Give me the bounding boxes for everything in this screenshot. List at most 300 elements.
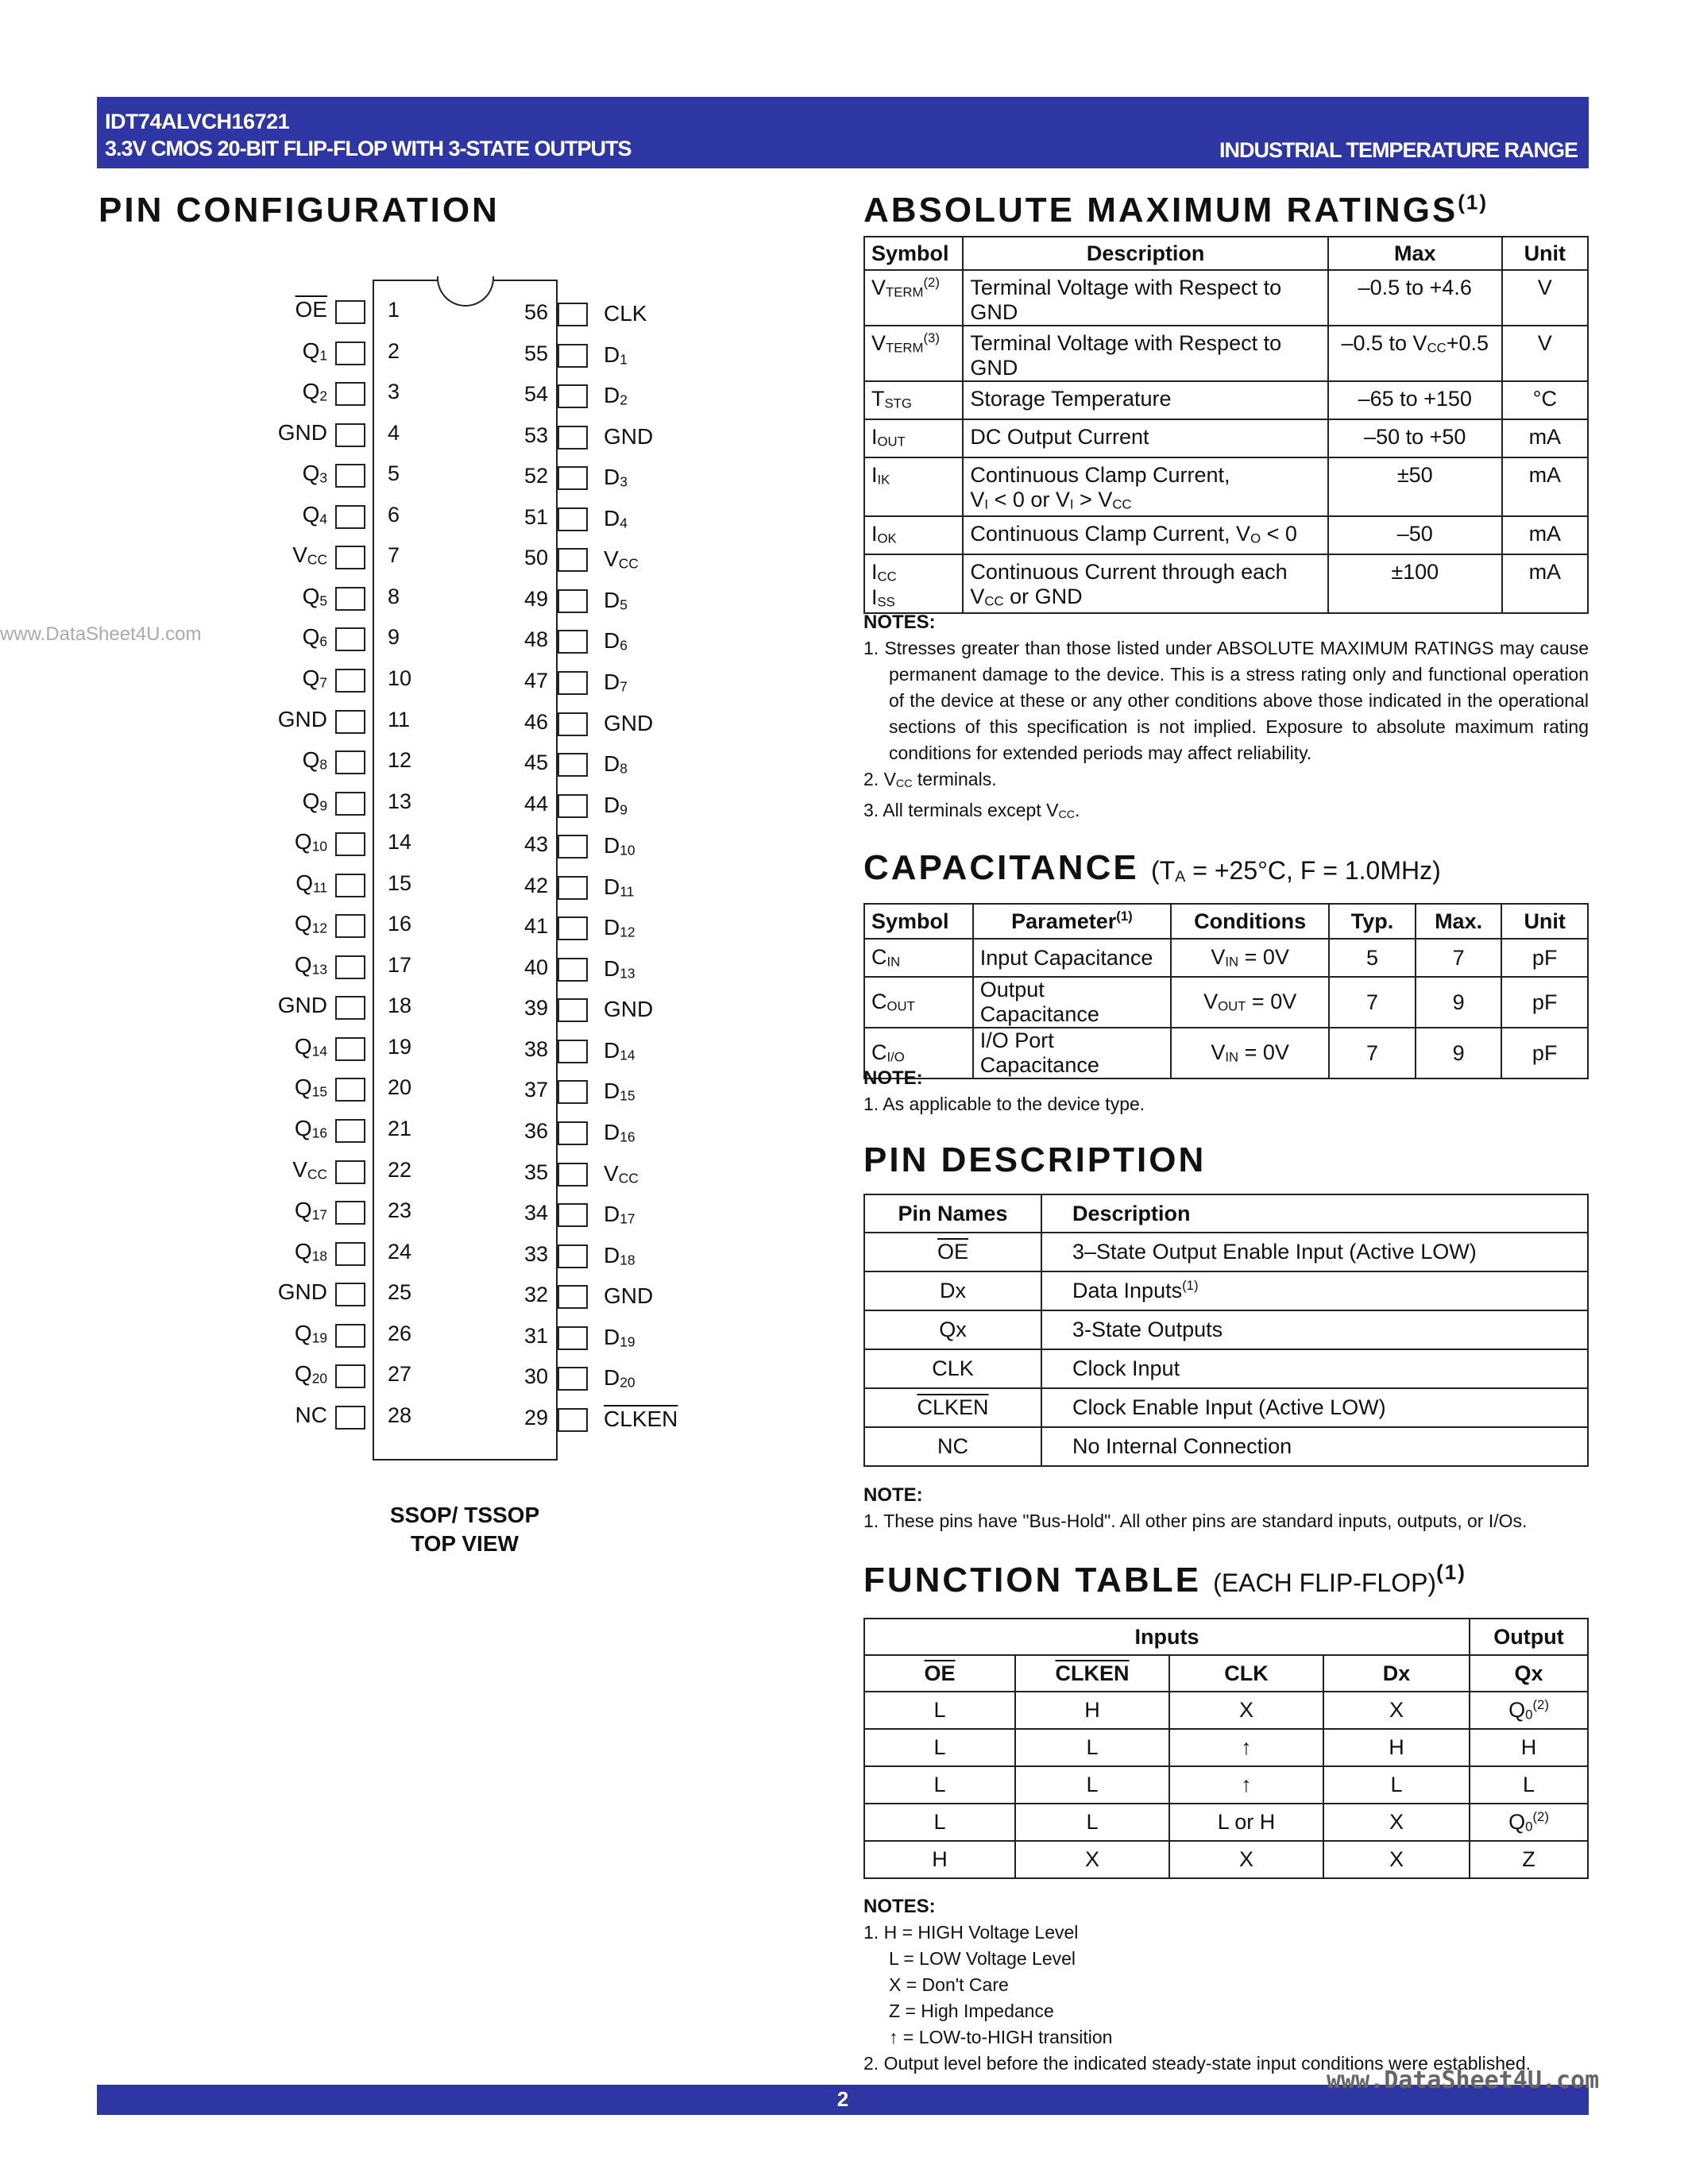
pin-name-3 [303,379,327,405]
note-1: 1. H = HIGH Voltage Level [863,1922,1079,1943]
table-cell: L [864,1729,1015,1766]
description-cell: Continuous Clamp Current, VO < 0 [963,516,1328,554]
col-clken [1015,1655,1169,1692]
pin-name-56 [604,301,647,326]
pin-number-51: 51 [523,504,548,529]
pin-name-cell [864,1427,1041,1466]
pin-name-42-text: D [604,874,620,899]
pin-box-40 [558,958,588,982]
pin-number-34: 34 [523,1201,548,1225]
pin-name-30-sub: 20 [620,1374,635,1391]
pin-box-22 [335,1160,365,1184]
pin-config-title: PIN CONFIGURATION [98,191,500,230]
symbol-sub: SS [877,594,895,609]
note-1 [863,635,1589,766]
pin-number-45: 45 [523,751,548,775]
temperature-range: INDUSTRIAL TEMPERATURE RANGE [1219,138,1578,162]
pin-name-28 [295,1403,327,1428]
pin-number-27: 27 [388,1362,412,1387]
pin-number-31: 31 [523,1323,548,1348]
table-row [864,939,1588,977]
symbol-cell: ICC ISS [864,554,963,613]
pin-number-41: 41 [523,914,548,939]
table-row [864,1692,1588,1729]
pin-number-30: 30 [523,1364,548,1389]
pin-box-27 [335,1364,365,1388]
symbol-sub: IK [877,472,890,488]
pin-description-cell [1041,1388,1588,1427]
cell-sub: 0 [1525,1707,1533,1723]
symbol-cell: COUT [864,977,973,1028]
unit-cell: mA [1502,419,1588,457]
subscript: I [1069,496,1074,512]
package-type: SSOP/ TSSOP [389,1503,540,1527]
unit-cell: V [1502,326,1588,381]
capacitance-title-text: CAPACITANCE [863,848,1139,887]
pin-name-9-sub: 6 [319,633,327,650]
header-text: CLKEN [1055,1661,1130,1685]
description-cell: Continuous Clamp Current, VI < 0 or VI > VCC [963,457,1328,516]
pin-name-45-text: D [604,751,620,777]
pin-name-7 [292,542,327,569]
max-cell: ±50 [1328,457,1502,516]
pin-name-25 [278,1279,327,1305]
pin-box-16 [335,914,365,938]
pin-description-cell [1041,1349,1588,1388]
pin-box-26 [335,1324,365,1348]
pin-number-17: 17 [388,952,412,977]
table-cell: H [1015,1692,1169,1729]
pin-name-36-text: D [604,1120,620,1144]
pin-number-55: 55 [523,341,548,365]
pin-box-12 [335,751,365,774]
pin-name-cell [864,1310,1041,1349]
pin-number-56: 56 [523,300,548,324]
function-table-subtitle: (EACH FLIP-FLOP) [1213,1569,1437,1597]
pin-box-20 [335,1078,365,1102]
description-cell: Terminal Voltage with Respect to GND [963,326,1328,381]
pin-name-21-sub: 16 [311,1125,327,1141]
pin-name-39 [604,997,653,1022]
symbol-cell: CI/O [864,1028,973,1078]
col-max: Max [1328,237,1502,270]
header-text: CLK [1224,1661,1269,1685]
pin-box-54 [558,384,588,408]
pin-name-42-sub: 11 [620,883,635,900]
pin-name-6 [303,502,327,528]
pin-name-17-sub: 13 [311,961,327,978]
pin-name-22 [292,1157,327,1183]
description-cell: Continuous Current through each VCC or GND [963,554,1328,613]
header-text: Dx [1382,1661,1411,1685]
note-2: 2. Output level before the indicated steady-state input conditions were established. [863,2053,1532,2074]
typ-cell: 7 [1329,1028,1416,1078]
pin-name-19 [295,1034,327,1060]
pin-box-21 [335,1119,365,1143]
pin-name-11-text: GND [277,706,327,731]
pin-box-31 [558,1326,588,1350]
col-unit: Unit [1501,904,1588,939]
symbol-cell: VTERM$^{(3)}$ [864,326,963,381]
note-1-text: 1. Stresses greater than those listed under ABSOLUTE MAXIMUM RATINGS may cause permanent damage to the device. This is a stress rating only and functional operation of the device at these or any other conditions above those indicated in the operational sections of this specification is not implied. Exposure to absolute maximum rating conditions for extended periods may affect reliability. [863,638,1589,763]
package-view: TOP VIEW [411,1531,519,1556]
col-conditions: Conditions [1171,904,1329,939]
pin-box-48 [558,630,588,654]
col-max: Max. [1416,904,1502,939]
cell-note: (2) [1532,1808,1549,1824]
table-cell: L [864,1804,1015,1841]
pin-name-5-sub: 3 [319,469,327,486]
max-cell: –50 [1328,516,1502,554]
pin-number-36: 36 [523,1119,548,1143]
pin-name-53-text: GND [604,423,654,449]
table-row [864,1841,1588,1878]
pin-name-29 [604,1406,678,1432]
unit-cell: pF [1501,1028,1588,1078]
pin-name-19-sub: 14 [311,1043,327,1059]
pin-name-23-text: Q [294,1198,312,1223]
pin-name-4 [278,420,327,446]
pin-name-5-text: Q [302,461,320,486]
pin-number-28: 28 [388,1403,412,1427]
pin-name-18-text: GND [277,993,327,1018]
pin-number-44: 44 [523,791,548,816]
pin-name-cell [864,1349,1041,1388]
col-oe [864,1655,1015,1692]
pin-name-36-sub: 16 [620,1129,635,1145]
pin-box-37 [558,1080,588,1104]
pin-box-50 [558,548,588,572]
table-cell: X [1169,1692,1323,1729]
pin-name-56-text: CLK [604,301,647,326]
pin-name-23 [295,1198,327,1224]
note-1: 1. These pins have "Bus-Hold". All other pins are standard inputs, outputs, or I/Os. [863,1511,1528,1531]
pin-name-42 [604,874,634,901]
symbol-cell: IOK [864,516,963,554]
page-header-bar [97,97,1589,168]
table-row [864,457,1588,516]
pin-box-52 [558,466,588,490]
pin-name-10-text: Q [302,665,320,690]
table-cell: Z [1470,1841,1588,1878]
pin-name-31 [604,1325,635,1351]
pin-name-34-sub: 17 [620,1210,635,1227]
symbol-sub: IN [886,954,901,970]
pin-box-19 [335,1037,365,1061]
pin-name-10-sub: 7 [319,674,327,691]
pin-name: NC [937,1434,968,1458]
pin-name-32-text: GND [604,1283,654,1309]
pin-box-17 [335,955,365,979]
pin-name-2-text: Q [302,338,320,363]
pin-name-3-sub: 2 [319,388,327,404]
pin-name-33-text: D [604,1242,620,1268]
notes-heading: NOTES: [863,1896,936,1917]
col-dx [1323,1655,1470,1692]
pin-name-17 [295,952,327,978]
conditions-cell: VIN = 0V [1171,939,1329,977]
pin-box-8 [335,587,365,611]
pin-name-18 [278,993,327,1018]
pin-name-2-sub: 1 [319,347,327,364]
pin-name-20 [295,1075,327,1101]
col-symbol: Symbol [864,904,973,939]
unit-cell: mA [1502,554,1588,613]
col-typ: Typ. [1329,904,1416,939]
pin-box-7 [335,546,365,569]
pin-name-24-sub: 18 [311,1248,327,1264]
description-cell: Terminal Voltage with Respect to GND [963,270,1328,326]
pin-name-14-text: Q [294,829,312,855]
col-description: Description [963,237,1328,270]
pin-name-45-sub: 8 [620,760,628,777]
function-table-title [863,1561,1466,1600]
pin-name: $\overline{OE}$ [937,1240,968,1264]
pin-name-16-text: Q [294,911,312,936]
table-cell: X [1169,1841,1323,1878]
table-cell: Q0$^{(2)}$ [1470,1804,1588,1841]
pin-name-52-text: D [604,465,620,490]
pin-name-8-text: Q [302,583,320,608]
pin-box-56 [558,303,588,326]
subscript: CC [1112,496,1132,512]
pin-name-24 [295,1239,327,1265]
pin-number-1: 1 [388,298,400,322]
pin-name-1-text: $\overline{OE}$ [295,297,327,322]
pin-name-36 [604,1120,635,1146]
pin-name-47 [604,669,628,696]
unit-cell: pF [1501,939,1588,977]
pin-name-12-text: Q [302,747,320,773]
pin-name-49-text: D [604,587,620,612]
pin-name-32 [604,1283,653,1309]
parameter-cell: Input Capacitance [973,939,1171,977]
pin-box-3 [335,382,365,406]
pin-name-55 [604,342,628,369]
pin-name-37-text: D [604,1078,620,1104]
pin-name-12-sub: 8 [319,756,327,773]
pin-name-54-text: D [604,383,620,408]
table-cell: X [1015,1841,1169,1878]
pin-name-29-text: CLKEN [604,1406,678,1431]
pin-name-46-text: GND [604,710,654,735]
pin-name-47-text: D [604,669,620,694]
pin-box-9 [335,627,365,651]
pin-box-24 [335,1242,365,1266]
symbol-cell: CIN [864,939,973,977]
pin-number-29: 29 [523,1405,548,1430]
watermark-left: www.DataSheet4U.com [0,623,202,645]
pin-name-38-sub: 14 [620,1047,635,1063]
pin-name-43-sub: 10 [620,842,635,859]
pin-number-37: 37 [523,1078,548,1102]
pin-name-26 [295,1321,327,1347]
pin-number-2: 2 [388,338,400,363]
table-cell: L [1015,1804,1169,1841]
unit-cell: mA [1502,516,1588,554]
pin-box-55 [558,344,588,368]
pin-box-39 [558,998,588,1022]
pin-number-11: 11 [388,707,411,731]
pin-name-41 [604,915,635,941]
pin-description: Clock Input [1072,1356,1180,1380]
pin-name-35 [604,1161,639,1187]
symbol-cell: IOUT [864,419,963,457]
table-row [864,1233,1588,1271]
pin-name-cell [864,1233,1041,1271]
pin-desc-title: PIN DESCRIPTION [863,1140,1207,1179]
pin-name-22-sub: CC [307,1166,327,1183]
pin-box-38 [558,1040,588,1063]
pin-name-49 [604,588,628,614]
pin-name-37 [604,1078,635,1105]
pin-number-35: 35 [523,1160,548,1184]
pin-name-48 [604,628,628,654]
pin-box-14 [335,832,365,856]
table-row [864,1766,1588,1804]
pin-box-34 [558,1203,588,1227]
function-table [863,1618,1589,1879]
pin-name-27-text: Q [294,1361,312,1387]
max-cell: 9 [1416,1028,1502,1078]
note-2: 2. VCC terminals. [863,769,997,791]
pin-name-7-text: V [292,542,307,568]
pin-name-35-text: V [604,1160,619,1186]
pin-name-41-text: D [604,915,620,940]
pin-name-5 [303,461,327,487]
pin-description: No Internal Connection [1072,1434,1292,1458]
capacitance-title [863,848,1441,888]
pin-name-43-text: D [604,833,620,859]
pin-box-1 [335,300,365,324]
pin-number-33: 33 [523,1241,548,1266]
pin-name-27 [295,1361,327,1387]
pin-box-49 [558,589,588,613]
symbol-cell: TSTG [864,381,963,419]
pin-box-15 [335,874,365,897]
pin-number-39: 39 [523,996,548,1021]
pin-number-46: 46 [523,709,548,734]
table-cell: X [1323,1804,1470,1841]
pin-name-30 [604,1365,635,1391]
group-inputs: Inputs [864,1619,1470,1655]
pin-name-15-sub: 11 [312,879,327,896]
pin-name-31-sub: 19 [620,1333,635,1350]
pin-description: 3–State Output Enable Input (Active LOW) [1072,1240,1477,1264]
pin-number-8: 8 [388,584,400,608]
pin-name-9-text: Q [302,624,320,650]
pin-name-47-sub: 7 [620,678,628,695]
pin-name-9 [303,624,327,650]
pin-name-13 [303,789,327,815]
typ-cell: 5 [1329,939,1416,977]
max-cell: –0.5 to +4.6 [1328,270,1502,326]
symbol-cell: IIK [864,457,963,516]
pin-box-32 [558,1285,588,1309]
pin-name-46 [604,711,653,736]
header-text: $\overline{OE}$ [924,1661,956,1685]
parameter-cell: Output Capacitance [973,977,1171,1028]
pin-name-51 [604,506,628,532]
pin-name-31-text: D [604,1324,620,1349]
note-1-z: Z = High Impedance [889,2001,1054,2021]
pin-name-39-text: GND [604,997,654,1022]
pin-number-18: 18 [388,994,412,1018]
table-cell: L [1015,1766,1169,1804]
pin-name-3-text: Q [302,379,320,404]
pin-box-29 [558,1408,588,1432]
table-row [864,1271,1588,1310]
cell-note: (2) [1532,1696,1549,1712]
note-3: 3. All terminals except VCC. [863,800,1080,822]
pin-name-40-text: D [604,955,620,981]
pin-name-41-sub: 12 [620,924,635,940]
pin-description-note: (1) [1182,1277,1199,1293]
pin-number-3: 3 [388,380,400,404]
col-pin-names: Pin Names [864,1194,1041,1233]
table-cell: X [1323,1692,1470,1729]
symbol-sub: CC [877,569,897,585]
header-text: Qx [1514,1661,1543,1685]
pin-box-18 [335,996,365,1020]
pin-box-10 [335,669,365,693]
table-cell: L [1470,1766,1588,1804]
group-output: Output [1470,1619,1588,1655]
pin-name-13-sub: 9 [319,797,327,814]
note-1-arrow: ↑ = LOW-to-HIGH transition [889,2027,1113,2047]
pin-name-53 [604,424,653,450]
pin-name-40 [604,956,635,982]
col-parameter: Parameter$^{(1)}$ [973,904,1171,939]
parameter-cell: I/O Port Capacitance [973,1028,1171,1078]
pin-name-25-text: GND [277,1279,327,1305]
subscript: CC [984,593,1004,609]
description-cell: DC Output Current [963,419,1328,457]
pin-name: CLK [932,1356,974,1380]
part-subtitle: 3.3V CMOS 20-BIT FLIP-FLOP WITH 3-STATE OUTPUTS [105,137,632,160]
pin-box-4 [335,423,365,447]
pin-description: Data Inputs [1072,1279,1183,1302]
pin-name-15 [295,870,327,897]
pin-name-23-sub: 17 [311,1206,327,1223]
pin-name-cell [864,1388,1041,1427]
capacitance-table [863,903,1589,1079]
pin-box-53 [558,426,588,450]
pin-box-2 [335,341,365,365]
pin-number-7: 7 [388,543,400,568]
pin-name-34-text: D [604,1202,620,1227]
col-qx [1470,1655,1588,1692]
pin-name-17-text: Q [294,951,312,977]
page-number: 2 [836,2087,849,2111]
pin-name-19-text: Q [294,1033,312,1059]
table-row [864,1729,1588,1766]
pin-number-54: 54 [523,382,548,407]
pin-name: Dx [940,1279,966,1302]
cond-sub: IN [1225,1049,1239,1065]
pin-number-26: 26 [388,1321,412,1345]
pin-name-50 [604,546,639,573]
pin-number-38: 38 [523,1036,548,1061]
pin-name-50-text: V [604,546,619,572]
pin-name-52-sub: 3 [620,473,628,490]
pin-name-14 [295,829,327,855]
pin-number-23: 23 [388,1198,412,1223]
pin-name-54-sub: 2 [620,392,628,408]
abs-max-title [863,191,1488,230]
pin-box-45 [558,753,588,777]
table-cell: L or H [1169,1804,1323,1841]
